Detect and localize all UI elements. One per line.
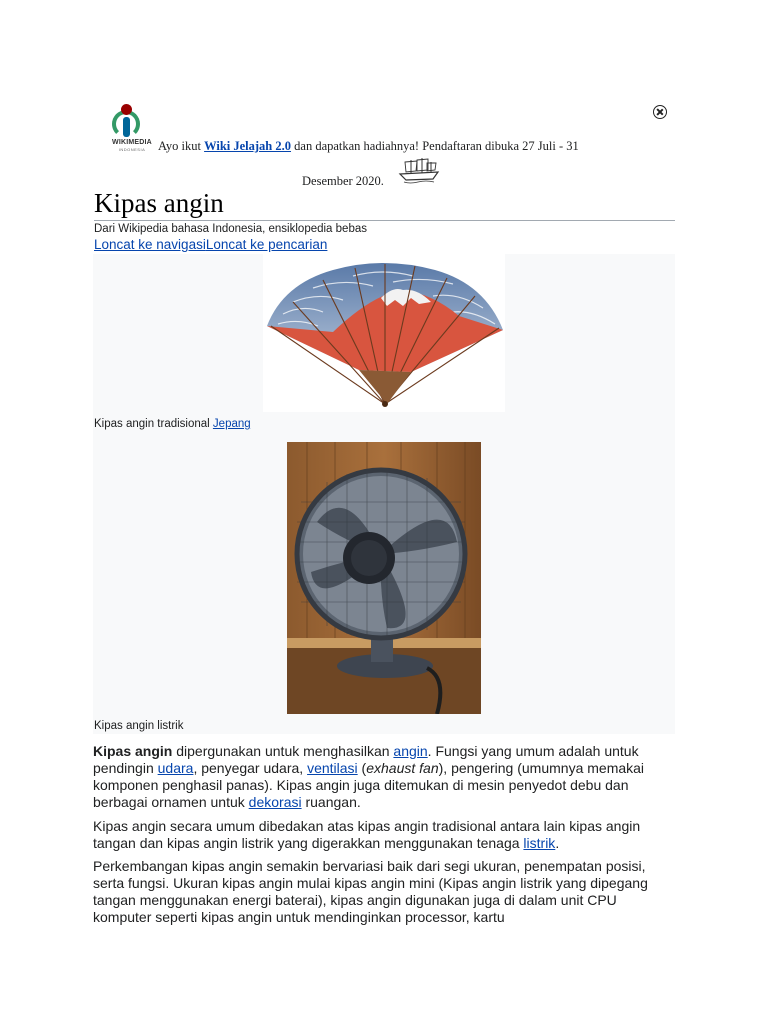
site-tagline: Dari Wikipedia bahasa Indonesia, ensiklopedia bebas [94,223,367,235]
link-listrik[interactable]: listrik [523,835,556,851]
p1-text-4: ( [357,760,367,776]
link-jepang[interactable]: Jepang [212,418,251,430]
logo-dot [121,104,132,115]
logo-stem [123,117,130,137]
electric-fan-image[interactable] [287,442,481,714]
paragraph-2 [93,818,671,852]
page-title: Kipas angin [94,188,224,218]
p1-text-2: . Fungsi yang umum adalah untuk pendingin [93,743,639,776]
paragraph-3 [93,858,671,926]
p2-text-1: Kipas angin secara umum dibedakan atas kipas angin tradisional antara lain kipas angin tangan dan kipas angin listrik yang digerakkan menggunakan tenaga [93,818,641,851]
jump-to-navigation-link[interactable]: Loncat ke navigasi [94,237,206,252]
campaign-banner [100,100,680,190]
banner-text-line2: Desember 2020. [302,174,384,188]
caption1-text: Kipas angin tradisional [94,418,213,430]
wiki-jelajah-link[interactable]: Wiki Jelajah 2.0 [204,139,292,153]
p1-text-3: , penyegar udara, [193,760,308,776]
p2-text-2: . [555,835,560,851]
caption-traditional-fan [94,418,251,430]
wikimedia-logo[interactable] [106,102,154,152]
p1-text-5: ), pengering (umumnya memakai komponen penghasil panas). Kipas angin juga ditemukan di mesin penyedot debu dan berbagai ornamen untuk [93,760,645,810]
infobox [93,254,675,734]
link-udara[interactable]: udara [157,760,194,776]
banner-text [158,139,579,154]
jump-links [94,237,327,252]
p1-text-6: ruangan. [301,794,361,810]
italic-exhaust-fan: exhaust fan [366,760,439,776]
jump-to-search-link[interactable]: Loncat ke pencarian [205,237,328,252]
link-ventilasi[interactable]: ventilasi [307,760,358,776]
logo-subtext: INDONESIA [118,147,146,152]
caption-electric-fan: Kipas angin listrik [94,720,184,732]
paragraph-1 [93,743,671,811]
term-bold: Kipas angin [93,743,173,759]
banner-text-after: dan dapatkan hadiahnya! Pendaftaran dibuka 27 Juli - 31 [291,139,579,153]
title-divider [94,220,675,221]
link-dekorasi[interactable]: dekorasi [248,794,302,810]
logo-text: WIKIMEDIA [112,139,152,146]
p3-text-1: Perkembangan kipas angin semakin bervariasi baik dari segi ukuran, penempatan posisi, serta fungsi. Ukuran kipas angin mulai kipas angin mini (Kipas angin listrik yang dipegang tangan menggunakan energi baterai), kipas angin digunakan juga di dalam unit CPU komputer seperti kipas angin untuk mendinginkan processor, kartu [93,858,648,925]
p1-text-1: dipergunakan untuk menghasilkan [172,743,394,759]
banner-text-before: Ayo ikut [158,139,205,153]
link-angin[interactable]: angin [393,743,428,759]
japanese-fan-image[interactable] [263,254,505,412]
ship-icon [398,157,442,185]
close-icon[interactable] [653,105,667,119]
